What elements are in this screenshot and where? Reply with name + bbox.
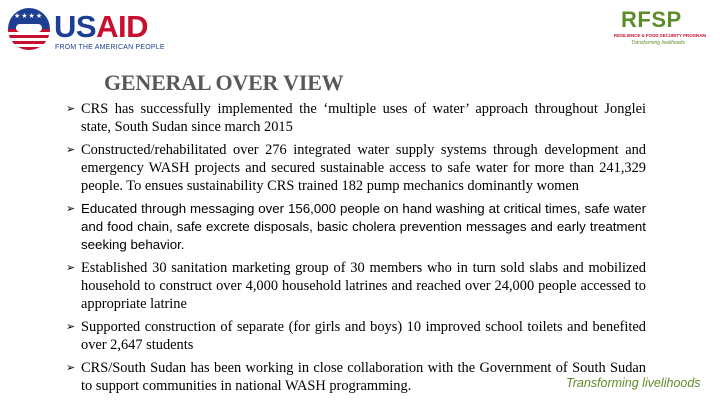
bullet-item xyxy=(66,318,646,354)
bullet-text: CRS has successfully implemented the ‘multiple uses of water’ approach throughout Jonglei state, South Sudan since march 2015 xyxy=(81,101,646,135)
bullet-text: Constructed/rehabilitated over 276 integrated water supply systems through development and emergency WASH projects and secured sustainable access to safe water for more than 241,329 people. To ensues sustainability CRS trained 182 pump mechanics dominantly women xyxy=(81,142,646,194)
bullet-text: Educated through messaging over 156,000 people on hand washing at critical times, safe water and food chain, safe excrete disposals, basic cholera prevention messages and early treatment seeking behavior. xyxy=(81,201,646,252)
slide-title: GENERAL OVER VIEW xyxy=(104,70,344,95)
bullet-text: CRS/South Sudan has been working in close collaboration with the Government of South Sudan to support communities in national WASH programming. xyxy=(81,360,646,394)
bullet-item xyxy=(66,200,646,254)
arrow-bullet-icon: ➢ xyxy=(66,143,76,156)
bullet-text: Supported construction of separate (for girls and boys) 10 improved school toilets and benefited over 2,647 students xyxy=(81,319,646,353)
rfsp-tagline: Transforming livelihoods xyxy=(631,40,685,46)
arrow-bullet-icon: ➢ xyxy=(66,102,76,115)
arrow-bullet-icon: ➢ xyxy=(66,320,76,333)
bullet-item xyxy=(66,359,646,395)
bullet-item xyxy=(66,259,646,313)
rfsp-logo xyxy=(605,8,715,48)
arrow-bullet-icon: ➢ xyxy=(66,261,76,274)
arrow-bullet-icon: ➢ xyxy=(66,361,76,374)
bullet-list xyxy=(66,100,646,400)
arrow-bullet-icon: ➢ xyxy=(66,202,76,215)
bullet-item xyxy=(66,100,646,136)
usaid-tagline: FROM THE AMERICAN PEOPLE xyxy=(55,44,165,51)
rfsp-subtitle: RESILIENCE & FOOD SECURITY PROGRAM xyxy=(613,33,707,38)
rfsp-wordmark: RFSP xyxy=(621,7,682,32)
usaid-logo xyxy=(8,8,165,52)
usaid-wordmark: USAID xyxy=(54,9,148,44)
usaid-seal-icon: ★★★★ xyxy=(8,8,50,50)
footer-tagline: Transforming livelihoods xyxy=(566,376,701,390)
bullet-item xyxy=(66,141,646,195)
bullet-text: Established 30 sanitation marketing group of 30 members who in turn sold slabs and mobilized household to construct over 4,000 household latrines and reached over 24,000 people accessed to appropriate latrine xyxy=(81,260,646,312)
